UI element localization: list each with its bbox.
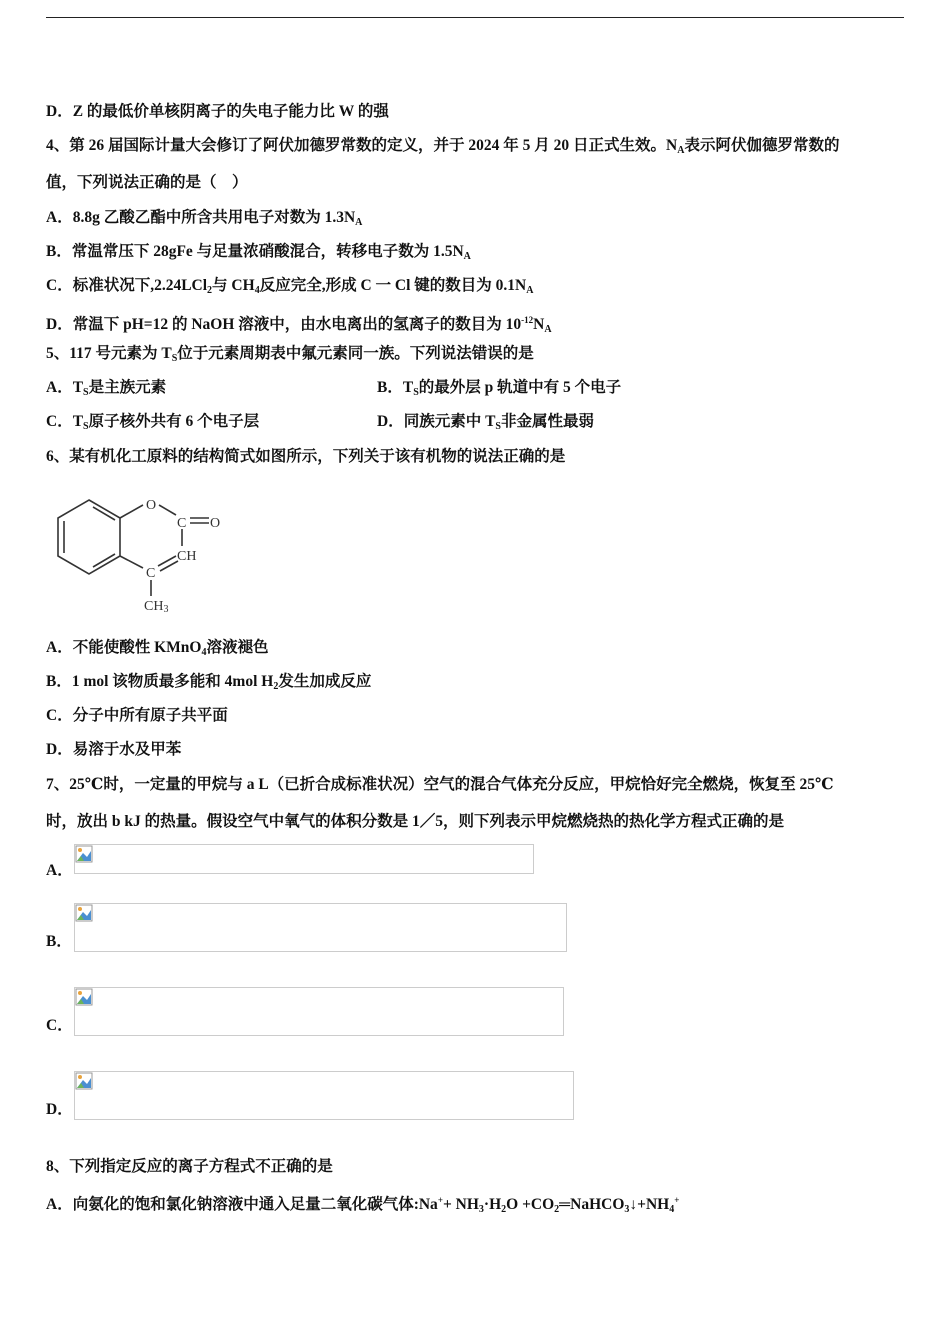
atom-o-carbonyl: O [210, 516, 221, 531]
q4-stem-line2: 值，下列说法正确的是（ ） [46, 174, 248, 191]
q4-option-c: C．标准状况下,2.24LCl$_2$与 $CH_4$反应完全,形成 C 一 Cl 键的数目为 $0.1N_A$ [46, 277, 534, 296]
q6-stem: 6、某有机化工原料的结构简式如图所示，下列关于该有机物的说法正确的是 [46, 448, 566, 465]
q8-option-a: A．向氨化的饱和氯化钠溶液中通入足量二氧化碳气体:Na++ $NH_3\cdot H_2O$ $+CO_2═NaHCO_3↓+NH_4^+$ [46, 1195, 680, 1215]
q7-option-c-image [74, 987, 564, 1036]
atom-o-ring: O [146, 498, 157, 513]
broken-image-icon [75, 904, 93, 922]
q5-options-cd [46, 412, 906, 437]
structure-diagram [50, 490, 240, 620]
broken-image-icon [75, 988, 93, 1006]
q7-label-a: A． [46, 862, 73, 879]
q7-label-c: C． [46, 1017, 73, 1034]
q6-option-c: C．分子中所有原子共平面 [46, 707, 228, 724]
q7-option-b-image [74, 903, 567, 952]
q5-options-ab [46, 378, 906, 403]
q4-option-d: D．常温下 pH=12 的 NaOH 溶液中，由水电离出的氢离子的数目为 $10^{-12}N_A$ [46, 315, 552, 335]
atom-ch3: CH3 [144, 599, 169, 615]
q7-stem-line1: 7、25℃时，一定量的甲烷与 a L（已折合成标准状况）空气的混合气体充分反应，甲烷恰好完全燃烧，恢复至 25℃ [46, 776, 834, 793]
q4-option-b: B．常温常压下 28gFe 与足量浓硝酸混合，转移电子数为 $1.5N_A$ [46, 243, 471, 262]
q7-option-a-image [74, 844, 534, 874]
q3-option-d: D．Z 的最低价单核阴离子的失电子能力比 W 的强 [46, 103, 389, 120]
q5-option-d: D．同族元素中 $T_S$非金属性最弱 [377, 413, 594, 432]
q6-option-d: D．易溶于水及甲苯 [46, 741, 182, 758]
broken-image-icon [75, 845, 93, 863]
atom-ch: CH [177, 549, 197, 564]
q4-stem-line1: 4、第 26 届国际计量大会修订了阿伏加德罗常数的定义，并于 2024 年 5 月 20 日正式生效。$N_A$表示阿伏伽德罗常数的 [46, 137, 840, 156]
q4-option-a: A．8.8g 乙酸乙酯中所含共用电子对数为 $1.3N_A$ [46, 209, 363, 228]
q5-option-c: C．$T_S$原子核外共有 6 个电子层 [46, 413, 260, 432]
q7-option-d-image [74, 1071, 574, 1120]
q8-stem: 8、下列指定反应的离子方程式不正确的是 [46, 1158, 333, 1175]
q5-stem: 5、117 号元素为 $T_S$位于元素周期表中氟元素同一族。下列说法错误的是 [46, 345, 534, 364]
q6-option-b: B．1 mol 该物质最多能和 4mol $H_2$发生加成反应 [46, 673, 372, 692]
q7-stem-line2: 时，放出 b kJ 的热量。假设空气中氧气的体积分数是 1／5，则下列表示甲烷燃烧热的热化学方程式正确的是 [46, 813, 784, 830]
broken-image-icon [75, 1072, 93, 1090]
q6-option-a: A．不能使酸性 KMnO$_4$溶液褪色 [46, 639, 269, 658]
header-rule [46, 17, 904, 18]
q5-option-b: B．$T_S$的最外层 p 轨道中有 5 个电子 [377, 379, 622, 398]
q5-option-a: A．$T_S$是主族元素 [46, 379, 167, 398]
q7-label-b: B． [46, 933, 72, 950]
atom-c-methyl: C [146, 566, 156, 581]
atom-c-carbonyl: C [177, 516, 187, 531]
q7-label-d: D． [46, 1101, 73, 1118]
